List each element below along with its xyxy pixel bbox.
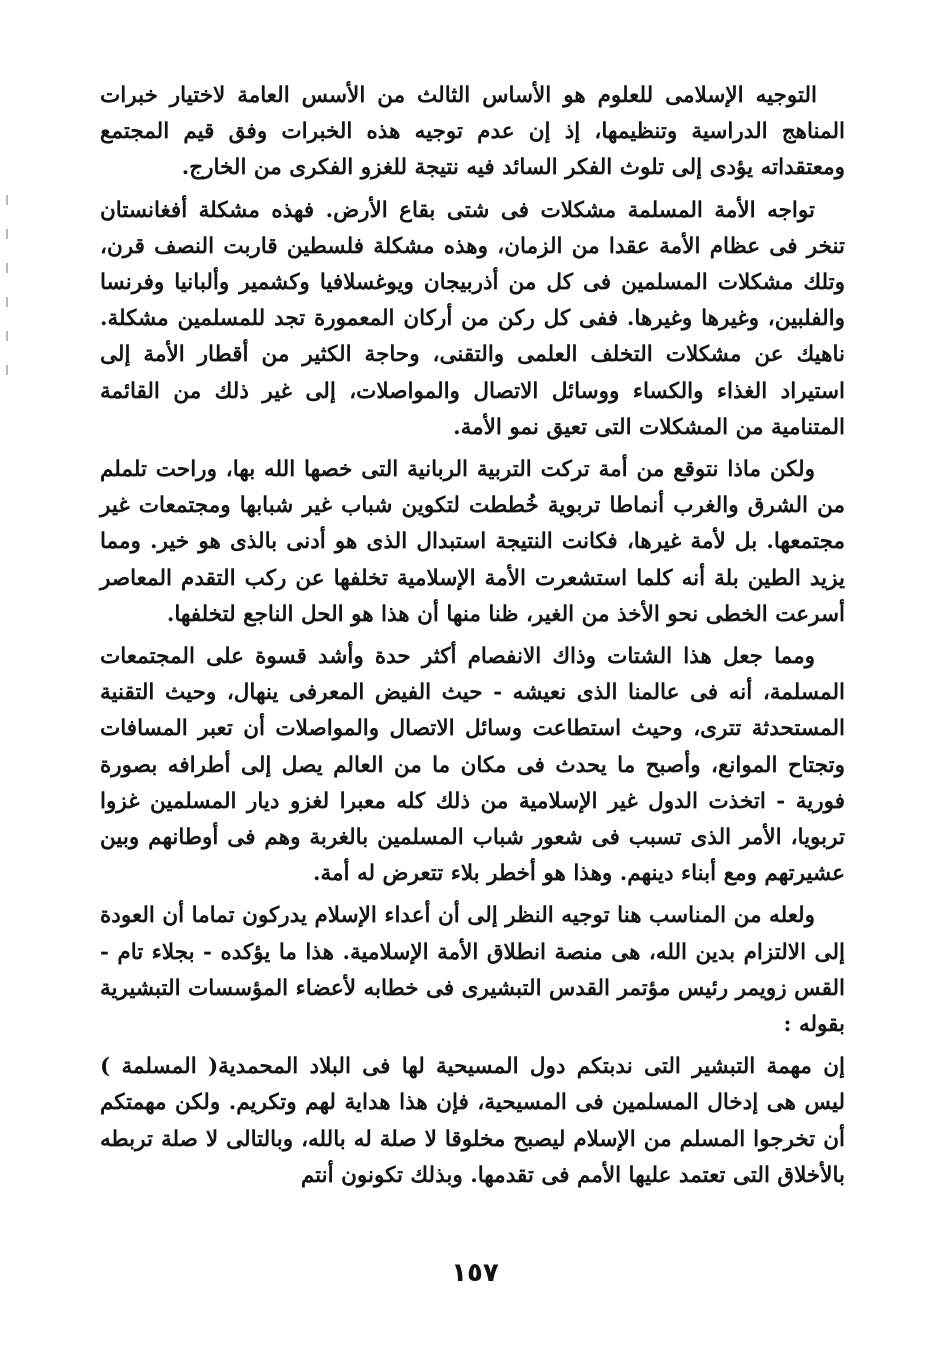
paragraph-5: ولعله من المناسب هنا توجيه النظر إلى أن أعداء الإسلام يدركون تماما أن العودة إلى الالتزام بدين الله، هى منصة انطلاق الأمة الإسلامية. هذا ما يؤكده - بجلاء تام - القس زويمر رئيس مؤتمر القدس التبشيرى فى خطابه لأعضاء المؤسسات التبشيرية بقوله : [100, 903, 845, 1038]
paragraph-2: تواجه الأمة المسلمة مشكلات فى شتى بقاع الأرض. فهذه مشكلة أفغانستان تنخر فى عظام الأمة عقدا من الزمان، وهذه مشكلة فلسطين قاربت النصف قرن، وتلك مشكلات المسلمين فى كل من أذربيجان ويوغسلافيا وكشمير وألبانيا وفرنسا والفلبين، وغيرها وغيرها. ففى كل ركن من أركان المعمورة تجد للمسلمين مشكلة. ناهيك عن مشكلات التخلف العلمى والتقنى، وحاجة الكثير من أقطار الأمة إلى استيراد الغذاء والكساء ووسائل الاتصال والمواصلات، إلى غير ذلك من القائمة المتنامية من المشكلات التى تعيق نمو الأمة. [100, 197, 845, 440]
quoted-paragraph: إن مهمة التبشير التى ندبتكم دول المسيحية لها فى البلاد المحمدية( المسلمة ) ليس هى إدخال المسلمين فى المسيحية، فإن هذا هداية لهم وتكريم. ولكن مهمتكم أن تخرجوا المسلم من الإسلام ليصبح مخلوقا لا صلة له بالله، وبالتالى لا صلة تربطه بالأخلاق التى تعتمد عليها الأمم فى تقدمها. وبذلك تكونون أنتم [100, 1054, 845, 1188]
page-number: ١٥٧ [451, 1258, 499, 1288]
body-text [100, 78, 845, 1200]
paragraph-1: التوجيه الإسلامى للعلوم هو الأساس الثالث من الأسس العامة لاختيار خبرات المناهج الدراسية وتنظيمها، إذ إن عدم توجيه هذه الخبرات وفق قيم المجتمع ومعتقداته يؤدى إلى تلوث الفكر السائد فيه نتيجة للغزو الفكرى من الخارج. [100, 83, 845, 181]
paragraph-4: ومما جعل هذا الشتات وذاك الانفصام أكثر حدة وأشد قسوة على المجتمعات المسلمة، أنه فى عالمنا الذى نعيشه - حيث الفيض المعرفى ينهال، وحيث التقنية المستحدثة تترى، وحيث استطاعت وسائل الاتصال والمواصلات أن تعبر المسافات وتجتاح الموانع، وأصبح ما يحدث فى مكان ما من العالم يصل إلى أطرافه بصورة فورية - اتخذت الدول غير الإسلامية من ذلك كله معبرا لغزو ديار المسلمين غزوا تربويا، الأمر الذى تسبب فى شعور شباب المسلمين بالغربة وهم فى أوطانهم وبين عشيرتهم ومع أبناء دينهم. وهذا هو أخطر بلاء تتعرض له أمة. [100, 644, 845, 887]
binding-margin-marks [6, 195, 8, 375]
paragraph-3: ولكن ماذا نتوقع من أمة تركت التربية الربانية التى خصها الله بها، وراحت تلملم من الشرق والغرب أنماطا تربوية خُططت لتكوين شباب غير شبابها ومجتمعات غير مجتمعها. بل لأمة غيرها، فكانت النتيجة استبدال الذى هو أدنى بالذى هو خير. ومما يزيد الطين بلة أنه كلما استشعرت الأمة الإسلامية تخلفها عن ركب التقدم المعاصر أسرعت الخطى نحو الأخذ من الغير، ظنا منها أن هذا هو الحل الناجع لتخلفها. [100, 457, 845, 627]
